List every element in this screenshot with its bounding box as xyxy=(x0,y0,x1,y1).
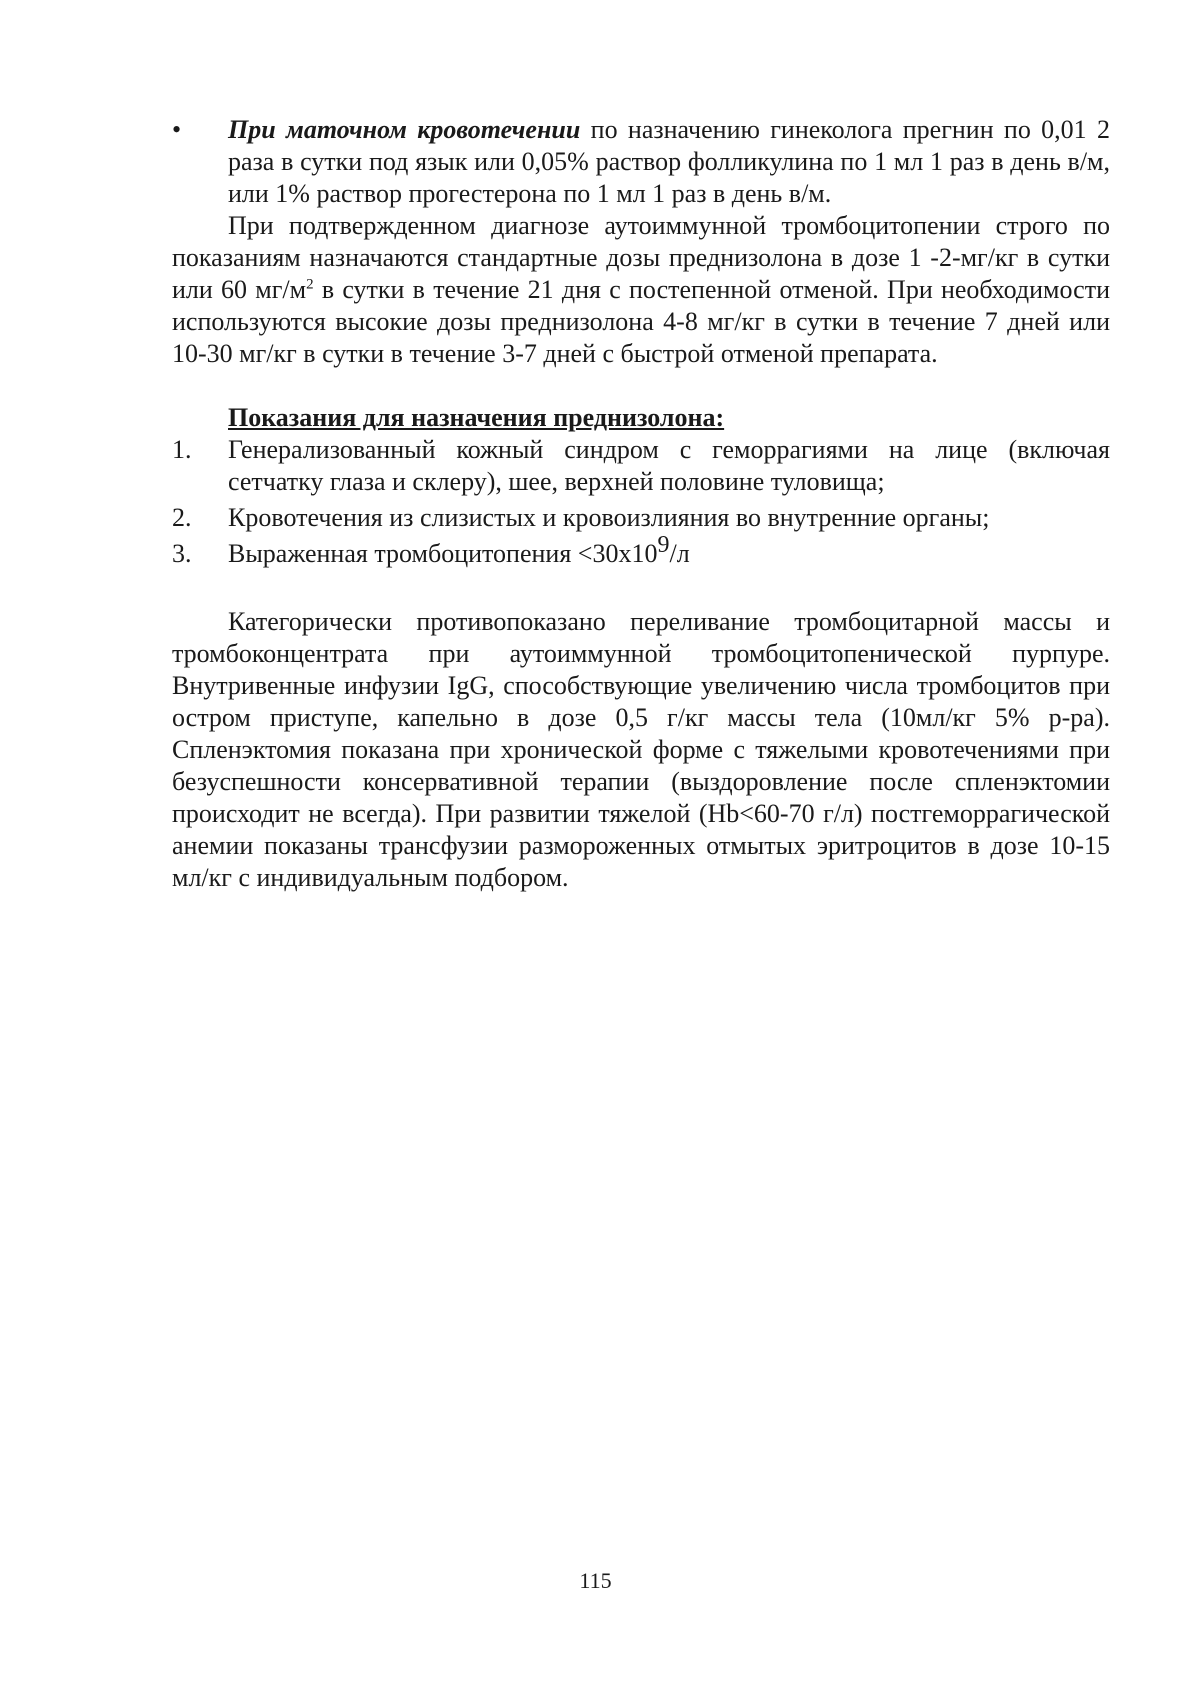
section-heading: Показания для назначения преднизолона: xyxy=(228,403,725,432)
list-item xyxy=(172,434,1110,498)
bullet-mark: • xyxy=(172,115,182,144)
bullet-text: по назначению гинеколога прегнин по 0,01 2 раза в сутки под язык или 0,05% раствор фолликулина по 1 мл 1 раз в день в/м, или 1% раствор прогестерона по 1 мл 1 раз в день в/м. xyxy=(228,115,1111,208)
indications-list xyxy=(172,434,1110,570)
paragraph-part-1: При подтвержденном диагнозе аутоиммунной тромбоцитопении строго по показаниям назначаются стандартные дозы преднизолона в дозе 1 -2-мг/кг в сутки или 60 мг/м xyxy=(172,211,1110,304)
list-text: Выраженная тромбоцитопения <30x10 xyxy=(228,539,658,568)
list-text: Кровотечения из слизистых и кровоизлияния во внутренние органы; xyxy=(228,503,990,532)
superscript-9: 9 xyxy=(657,532,670,558)
bullet-emphasis: При маточном кровотечении xyxy=(228,115,581,144)
list-item xyxy=(172,532,1110,570)
list-text-unit: /л xyxy=(669,539,690,568)
list-item xyxy=(172,502,1110,534)
superscript-2: 2 xyxy=(306,276,314,293)
bullet-item xyxy=(172,114,1110,210)
spacer xyxy=(172,574,1110,606)
list-number: 3. xyxy=(172,539,192,568)
list-text: Генерализованный кожный синдром с геморрагиями на лице (включая сетчатку глаза и склеру), шее, верхней половине туловища; xyxy=(228,435,1110,496)
page-content xyxy=(172,114,1110,894)
paragraph-part-2: в сутки в течение 21 дня с постепенной отменой. При необходимости используются высокие дозы преднизолона 4-8 мг/кг в сутки в течение 7 дней или 10-30 мг/кг в сутки в течение 3-7 дней с быстрой отменой препарата. xyxy=(172,275,1110,368)
list-number: 1. xyxy=(172,435,192,464)
paragraph-contraindications: Категорически противопоказано переливание тромбоцитарной массы и тромбоконцентрата при аутоиммунной тромбоцитопенической пурпуре. Внутривенные инфузии IgG, способствующие увеличению числа тромбоцитов при остром приступе, капельно в дозе 0,5 г/кг массы тела (10мл/кг 5% р-ра). Спленэктомия показана при хронической форме с тяжелыми кровотечениями при безуспешности консервативной терапии (выздоровление после спленэктомии происходит не всегда). При развитии тяжелой (Hb<60-70 г/л) постгеморрагической анемии показаны трансфузии размороженных отмытых эритроцитов в дозе 10-15 мл/кг с индивидуальным подбором. xyxy=(172,607,1110,892)
page-number: 115 xyxy=(579,1568,612,1593)
paragraph-prednisolone-dosing xyxy=(172,210,1110,370)
list-number: 2. xyxy=(172,503,192,532)
